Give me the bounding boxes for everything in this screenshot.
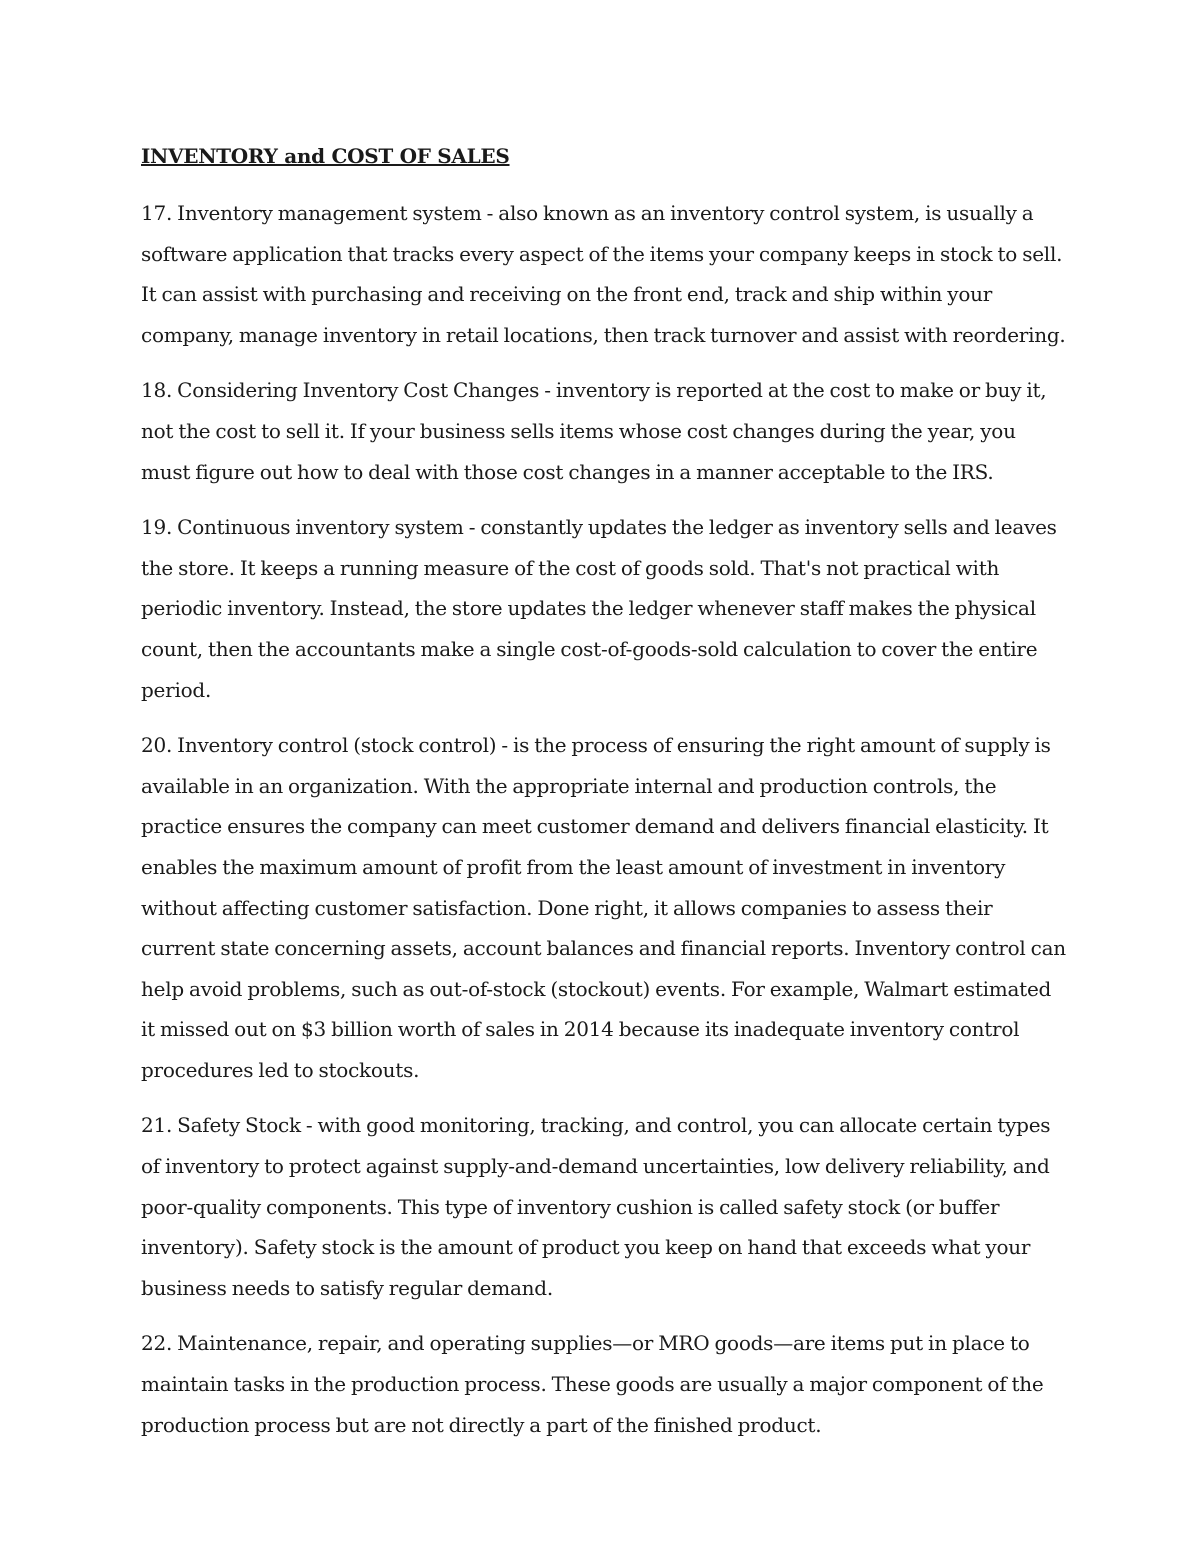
document-title: INVENTORY and COST OF SALES bbox=[141, 144, 510, 168]
paragraph-21: 21. Safety Stock - with good monitoring, tracking, and control, you can allocate certain types of inventory to protect against supply-and-demand uncertainties, low delivery reliability, and poor-quality components. This type of inventory cushion is called safety stock (or buffer inventory). Safety stock is the amount of product you keep on hand that exceeds what your business needs to satisfy regular demand. bbox=[141, 1113, 1051, 1300]
paragraph-19: 19. Continuous inventory system - constantly updates the ledger as inventory sells and leaves the store. It keeps a running measure of the cost of goods sold. That's not practical with periodic inventory. Instead, the store updates the ledger whenever staff makes the physical count, then the accountants make a single cost-of-goods-sold calculation to cover the entire period. bbox=[141, 515, 1057, 702]
paragraph-20: 20. Inventory control (stock control) - is the process of ensuring the right amount of supply is available in an organization. With the appropriate internal and production controls, the practice ensures the company can meet customer demand and delivers financial elasticity. It enables the maximum amount of profit from the least amount of investment in inventory without affecting customer satisfaction. Done right, it allows companies to assess their current state concerning assets, account balances and financial reports. Inventory control can help avoid problems, such as out-of-stock (stockout) events. For example, Walmart estimated it missed out on $3 billion worth of sales in 2014 because its inadequate inventory control procedures led to stockouts. bbox=[141, 733, 1066, 1082]
paragraph-22: 22. Maintenance, repair, and operating supplies—or MRO goods—are items put in place to maintain tasks in the production process. These goods are usually a major component of the production process but are not directly a part of the finished product. bbox=[141, 1331, 1044, 1437]
paragraph-18: 18. Considering Inventory Cost Changes - inventory is reported at the cost to make or buy it, not the cost to sell it. If your business sells items whose cost changes during the year, you must figure out how to deal with those cost changes in a manner acceptable to the IRS. bbox=[141, 378, 1047, 484]
paragraph-17: 17. Inventory management system - also known as an inventory control system, is usually a software application that tracks every aspect of the items your company keeps in stock to sell. It can assist with purchasing and receiving on the front end, track and ship within your company, manage inventory in retail locations, then track turnover and assist with reordering. bbox=[141, 201, 1066, 347]
document-body bbox=[141, 140, 1066, 1460]
